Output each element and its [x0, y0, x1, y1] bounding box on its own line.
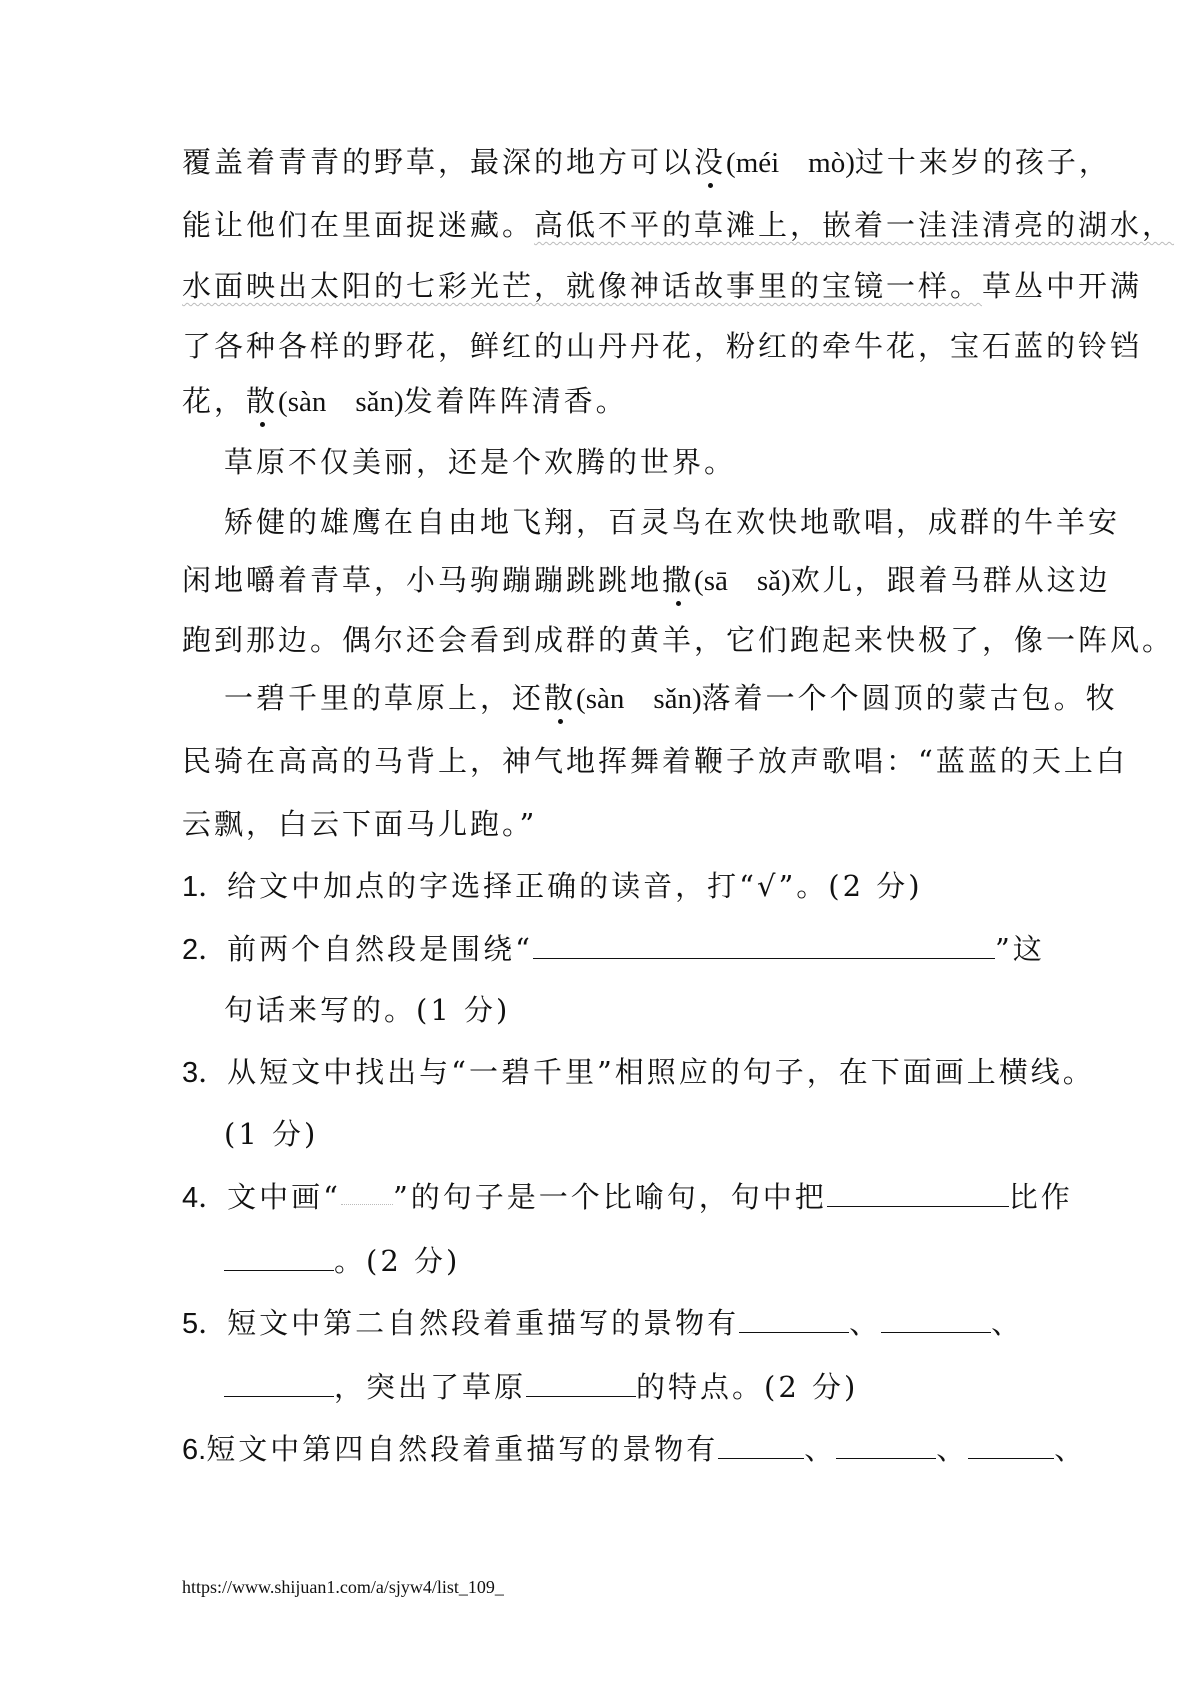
passage-text: 一碧千里的草原上，还: [224, 681, 545, 715]
passage-text: 过十来岁的孩子，: [854, 145, 1111, 179]
separator: 、: [936, 1432, 969, 1466]
question-5-cont: [224, 1366, 1059, 1407]
separator: 、: [804, 1432, 837, 1466]
answer-blank[interactable]: [827, 1176, 1009, 1207]
answer-blank[interactable]: [718, 1428, 804, 1459]
question-4-cont: [224, 1240, 1059, 1281]
passage-line: [182, 266, 1143, 306]
passage-text: 能让他们在里面捉迷藏。: [182, 208, 535, 242]
passage-text: 闲地嚼着青草，小马驹蹦蹦跳跳地: [182, 563, 663, 597]
question-text: 短文中第四自然段着重描写的景物有: [206, 1432, 719, 1466]
question-text: 比作: [1008, 1180, 1073, 1214]
answer-blank[interactable]: [533, 928, 995, 959]
question-text: ”的句子是一个比喻句，句中把: [392, 1180, 827, 1214]
answer-blank[interactable]: [224, 1240, 334, 1271]
question-number: 6.: [182, 1434, 207, 1466]
passage-line: [224, 678, 1118, 719]
question-text: 。(2 分): [334, 1244, 461, 1278]
passage-text: 跑到那边。偶尔还会看到成群的黄羊，它们跑起来快极了，像一阵风。: [182, 623, 1175, 657]
question-1: [182, 866, 1017, 907]
question-3-cont: [224, 1114, 1059, 1154]
answer-blank[interactable]: [968, 1428, 1054, 1459]
passage-text: 欢儿，跟着马群从这边: [790, 563, 1111, 597]
answer-blank[interactable]: [224, 1366, 334, 1397]
pinyin-options: (sā sǎ): [694, 565, 791, 597]
passage-line: [182, 142, 1111, 183]
passage-text: 草丛中开满: [982, 269, 1143, 303]
question-text: 前两个自然段是围绕“: [227, 932, 533, 966]
question-6: [182, 1428, 1087, 1470]
question-text: 文中画“: [227, 1180, 341, 1214]
question-text: 的特点。(2 分): [636, 1370, 859, 1404]
question-5: [182, 1302, 1024, 1344]
question-score: (1 分): [224, 1117, 319, 1151]
question-number: 5．: [182, 1308, 228, 1340]
passage-text: 云飘，白云下面马儿跑。”: [182, 807, 538, 841]
separator: 、: [991, 1306, 1024, 1340]
passage-line: [182, 804, 1017, 844]
dotted-character: 没: [694, 142, 726, 182]
footer-url: https://www.shijuan1.com/a/sjyw4/list_109_: [182, 1577, 504, 1597]
passage-text: 民骑在高高的马背上，神气地挥舞着鞭子放声歌唱：“蓝蓝的天上白: [182, 744, 1128, 778]
question-number: 2．: [182, 934, 228, 966]
passage-text: 矫健的雄鹰在自由地飞翔，百灵鸟在欢快地歌唱，成群的牛羊安: [224, 505, 1121, 539]
passage-text: 草原不仅美丽，还是个欢腾的世界。: [224, 445, 737, 479]
dotted-character: 撒: [662, 560, 694, 600]
passage-line: [224, 502, 1121, 542]
separator: 、: [1054, 1432, 1087, 1466]
question-number: 4．: [182, 1182, 228, 1214]
passage-line: [182, 620, 1175, 660]
passage-line: [182, 741, 1128, 781]
wavy-underlined-sentence: 高低不平的草滩上，嵌着一洼洼清亮的湖水，: [534, 208, 1175, 242]
question-text: 从短文中找出与“一碧千里”相照应的句子，在下面画上横线。: [227, 1055, 1095, 1089]
passage-text: 落着一个个圆顶的蒙古包。牧: [701, 681, 1118, 715]
question-text: 短文中第二自然段着重描写的景物有: [227, 1306, 740, 1340]
separator: 、: [849, 1306, 882, 1340]
question-2: [182, 928, 1045, 970]
passage-line: [224, 442, 1059, 482]
answer-blank[interactable]: [526, 1366, 636, 1397]
pinyin-options: (sàn sǎn): [278, 386, 404, 418]
question-text: 给文中加点的字选择正确的读音，打“√”。(2 分): [227, 869, 923, 903]
dotted-character: 散: [246, 381, 278, 421]
passage-text: 了各种各样的野花，鲜红的山丹丹花，粉红的牵牛花，宝石蓝的铃铛: [182, 329, 1143, 363]
answer-blank[interactable]: [836, 1428, 936, 1459]
question-text: ，突出了草原: [334, 1370, 527, 1404]
wavy-line-sample: [341, 1194, 393, 1205]
pinyin-options: (sàn sǎn): [576, 683, 702, 715]
passage-line: [182, 560, 1111, 601]
passage-text: 花，: [182, 384, 247, 418]
question-text: 句话来写的。(1 分): [224, 993, 511, 1027]
pinyin-options: (méi mò): [726, 147, 855, 179]
question-number: 1．: [182, 871, 228, 903]
question-text: ”这: [994, 932, 1045, 966]
question-number: 3．: [182, 1057, 228, 1089]
passage-line: [182, 326, 1143, 366]
passage-line: [182, 205, 1175, 245]
wavy-underlined-sentence: 水面映出太阳的七彩光芒，就像神话故事里的宝镜一样。: [182, 269, 983, 303]
question-2-cont: [224, 990, 1059, 1030]
passage-line: [182, 381, 1017, 422]
question-3: [182, 1052, 1095, 1093]
answer-blank[interactable]: [739, 1302, 849, 1333]
dotted-character: 散: [544, 678, 576, 718]
passage-text: 覆盖着青青的野草，最深的地方可以: [182, 145, 695, 179]
question-4: [182, 1176, 1073, 1218]
passage-text: 发着阵阵清香。: [403, 384, 628, 418]
answer-blank[interactable]: [881, 1302, 991, 1333]
